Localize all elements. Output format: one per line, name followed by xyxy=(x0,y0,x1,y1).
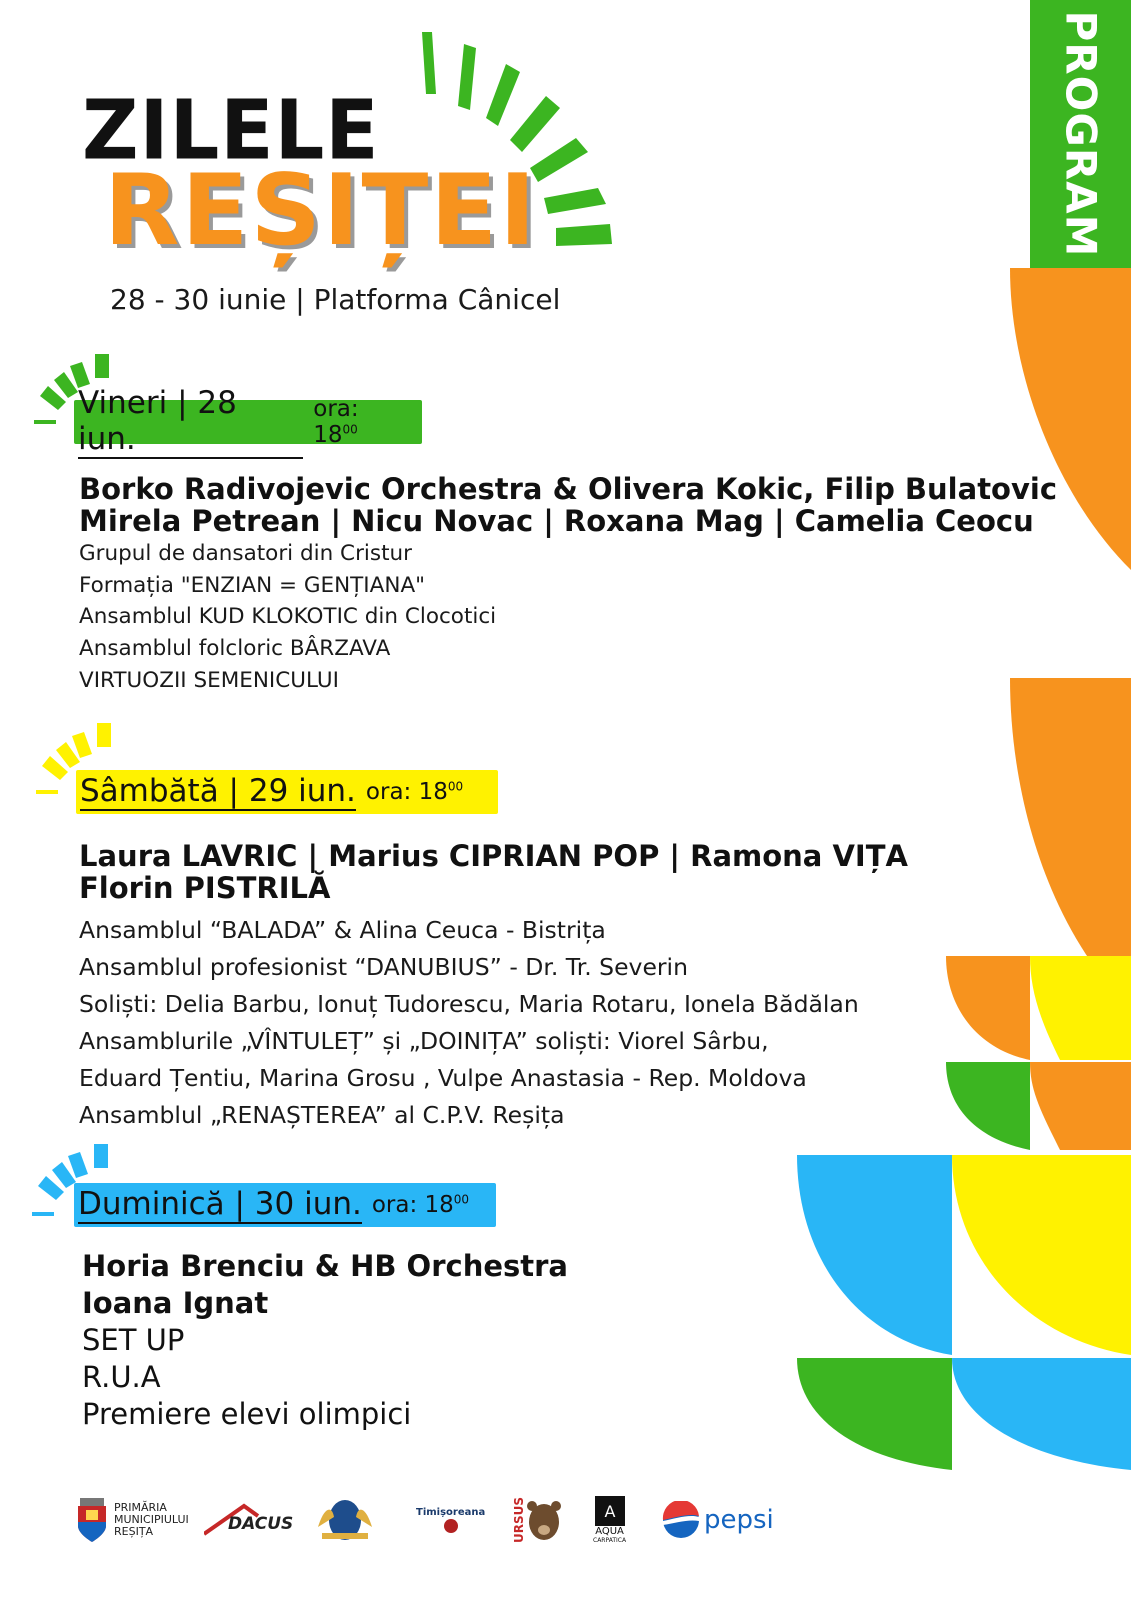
friday-acts xyxy=(79,538,496,697)
sponsor-crest xyxy=(314,1490,376,1550)
sponsor-text: REȘIȚA xyxy=(114,1525,154,1538)
sunday-badge xyxy=(74,1183,496,1227)
list-item: VIRTUOZII SEMENICULUI xyxy=(79,667,339,693)
list-item: Soliști: Delia Barbu, Ionuț Tudorescu, Maria Rotaru, Ionela Bădălan xyxy=(79,990,859,1018)
day-name: Sâmbătă | 29 iun. xyxy=(80,773,356,809)
sponsor-text: CARPATICA xyxy=(593,1537,627,1544)
sponsor-text: pepsi xyxy=(704,1505,774,1535)
list-item: Ansamblul folcloric BÂRZAVA xyxy=(79,636,391,662)
svg-text:A: A xyxy=(604,1502,616,1521)
headliner-line: Horia Brenciu & HB Orchestra xyxy=(82,1249,569,1283)
list-item: Ansamblurile „VÎNTULEȚ” și „DOINIȚA” soliști: Viorel Sârbu, xyxy=(79,1027,769,1055)
festival-subtitle: 28 - 30 iunie | Platforma Cânicel xyxy=(110,283,561,316)
sponsor-timisoreana xyxy=(416,1490,485,1550)
headliner-line: Ioana Ignat xyxy=(82,1286,269,1320)
coat-of-arms-icon xyxy=(76,1498,108,1542)
list-item: Ansamblul „RENAȘTEREA” al C.P.V. Reșița xyxy=(79,1101,565,1129)
saturday-badge xyxy=(76,770,498,814)
sponsor-text: MUNICIPIULUI xyxy=(114,1513,189,1526)
friday-headliners xyxy=(79,473,1057,537)
bear-logo-icon xyxy=(526,1498,562,1542)
list-item: Ansamblul profesionist “DANUBIUS” - Dr. Tr. Severin xyxy=(79,953,688,981)
headliner-line: Borko Radivojevic Orchestra & Olivera Kokic, Filip Bulatovic xyxy=(79,472,1058,506)
sponsor-text: PRIMĂRIA xyxy=(114,1501,167,1514)
list-item: Premiere elevi olimpici xyxy=(82,1397,412,1431)
sponsor-aqua xyxy=(593,1490,626,1550)
list-item: Ansamblul “BALADA” & Alina Ceuca - Bistrița xyxy=(79,916,606,944)
friday-badge xyxy=(74,385,422,457)
sponsor-pepsi xyxy=(662,1490,774,1550)
aqua-logo-icon xyxy=(595,1496,625,1526)
sponsor-text: AQUA xyxy=(595,1526,624,1537)
sunday-lineup xyxy=(82,1248,568,1433)
sponsor-text: DACUS xyxy=(228,1514,294,1534)
list-item: Formația "ENZIAN = GENȚIANA" xyxy=(79,572,426,598)
day-name: Vineri | 28 iun. xyxy=(78,385,303,459)
festival-title-line2: REȘIȚEI xyxy=(104,154,538,268)
saturday-headliners xyxy=(79,840,908,904)
day-time: ora: $18^{00}$ xyxy=(365,779,464,805)
pepsi-globe-icon xyxy=(662,1501,700,1539)
list-item: SET UP xyxy=(82,1323,185,1357)
headliner-line: Mirela Petrean | Nicu Novac | Roxana Mag | Camelia Ceocu xyxy=(79,504,1034,538)
timisoreana-badge-icon xyxy=(441,1518,461,1534)
list-item: R.U.A xyxy=(82,1360,161,1394)
sponsor-text: Timișoreana xyxy=(416,1506,486,1518)
program-banner xyxy=(1030,0,1131,268)
day-time: ora: $18^{00}$ xyxy=(313,396,359,448)
list-item: Ansamblul KUD KLOKOTIC din Clocotici xyxy=(79,604,497,630)
festival-title-line1: ZILELE xyxy=(82,83,380,179)
list-item: Eduard Țentiu, Marina Grosu , Vulpe Anastasia - Rep. Moldova xyxy=(79,1064,807,1092)
list-item: Grupul de dansatori din Cristur xyxy=(79,541,412,566)
day-time: ora: $18^{00}$ xyxy=(371,1192,470,1218)
headliner-line: Laura LAVRIC | Marius CIPRIAN POP | Ramona VIȚA xyxy=(79,839,908,873)
sponsor-text: URSUS xyxy=(512,1496,526,1543)
crest-logo-icon xyxy=(314,1497,376,1543)
sponsor-dacus xyxy=(204,1490,294,1550)
headliner-line: Florin PISTRILĂ xyxy=(79,871,331,905)
program-label: PROGRAM xyxy=(1056,10,1105,258)
saturday-acts xyxy=(79,912,859,1134)
sponsor-ursus xyxy=(512,1490,562,1550)
day-name: Duminică | 30 iun. xyxy=(78,1186,362,1222)
sponsor-primaria xyxy=(76,1490,189,1550)
